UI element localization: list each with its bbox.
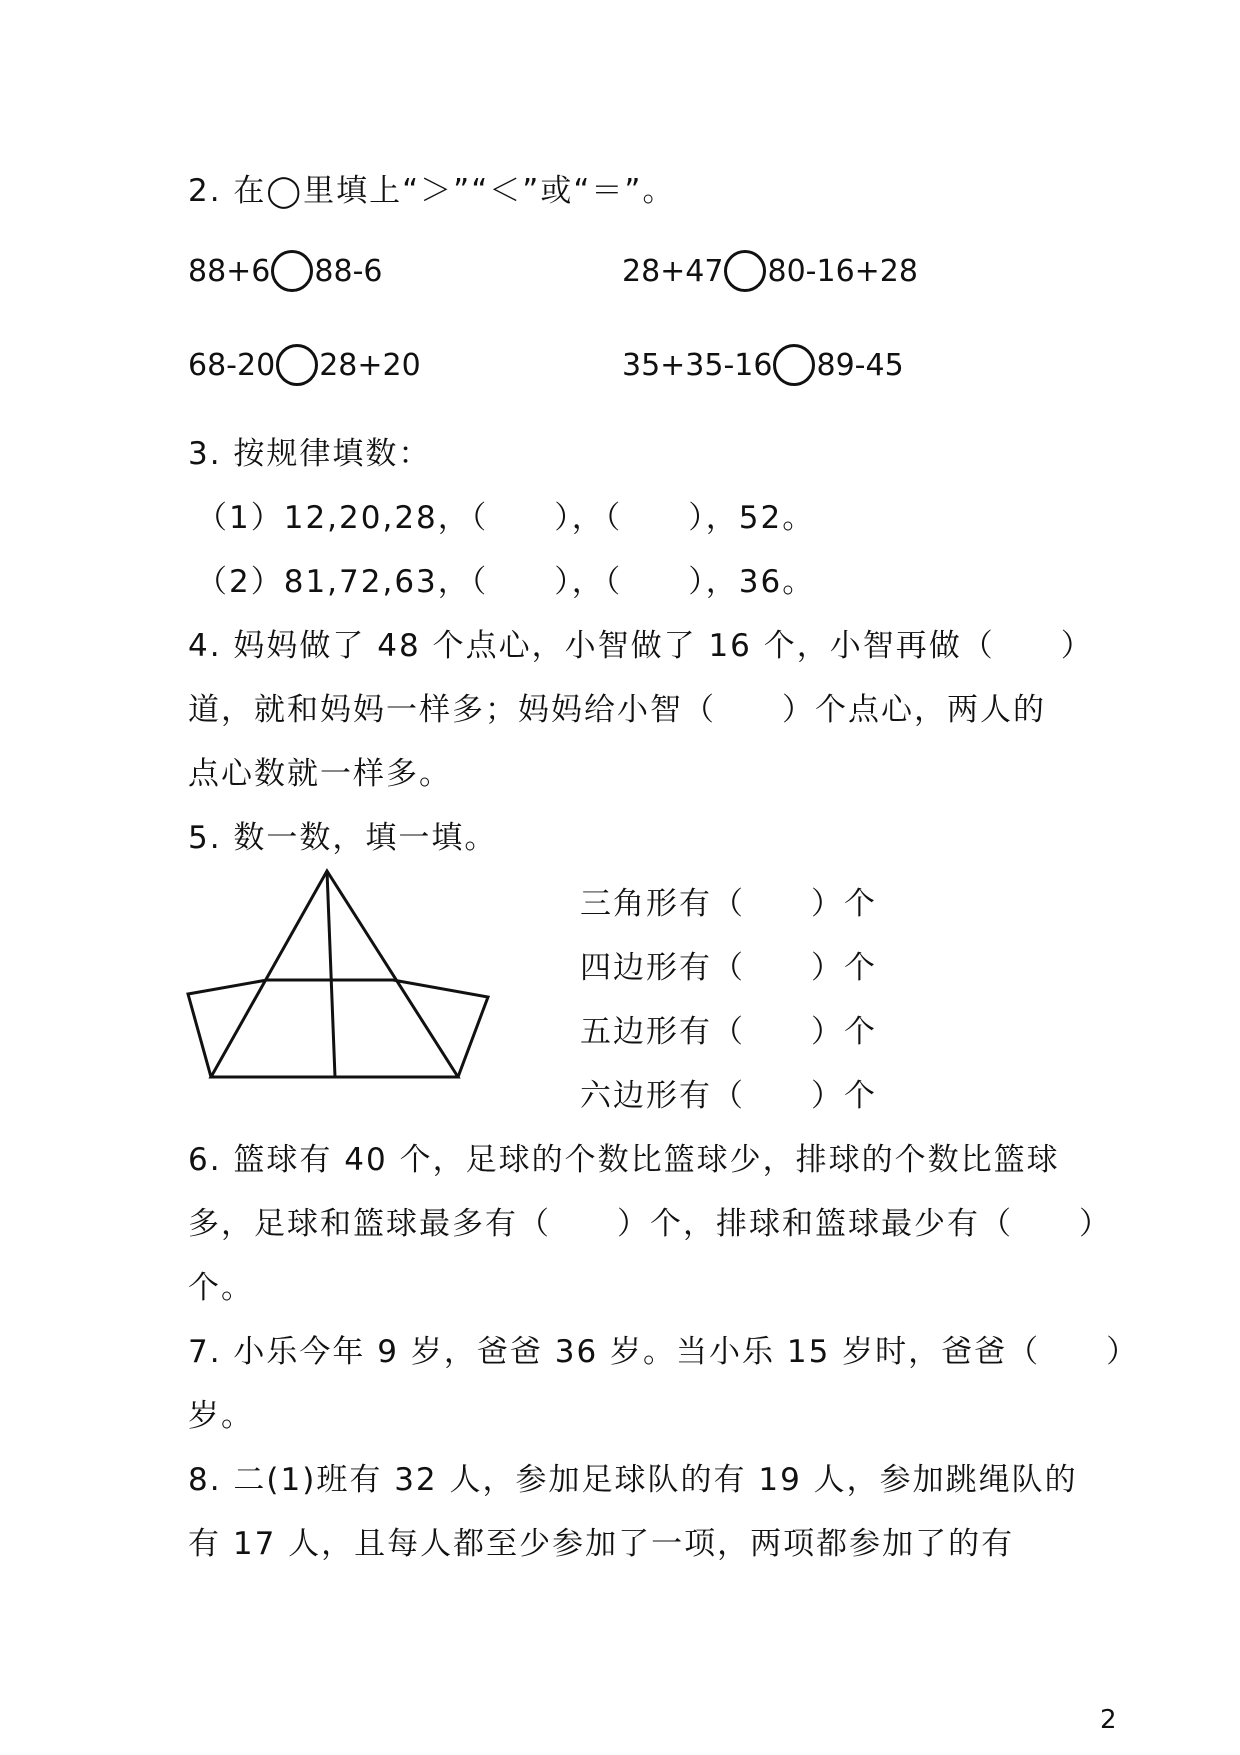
figure-center-line (327, 871, 335, 1077)
expr-right: 80-16+28 (767, 253, 918, 289)
expr-left: 28+47 (622, 253, 724, 289)
q4-line: 道，就和妈妈一样多；妈妈给小智（ ）个点心，两人的 (188, 692, 1046, 728)
expr-right: 88-6 (314, 253, 383, 289)
q5-item: 三角形有（ ）个 (580, 886, 877, 922)
compare-expression (188, 344, 421, 386)
q4-line: 4. 妈妈做了 48 个点心，小智做了 16 个，小智再做（ ） (188, 628, 1094, 664)
q3-item: （2）81,72,63，（ ），（ ），36。 (196, 564, 816, 600)
q7-line: 7. 小乐今年 9 岁，爸爸 36 岁。当小乐 15 岁时，爸爸（ ） (188, 1334, 1140, 1370)
q7-line: 岁。 (188, 1398, 254, 1434)
expr-left: 35+35-16 (622, 347, 773, 383)
q5-item: 六边形有（ ）个 (580, 1078, 877, 1114)
q2-title: 2. 在◯里填上“＞”“＜”或“＝”。 (188, 173, 676, 209)
answer-circle[interactable] (773, 344, 815, 386)
expr-left: 88+6 (188, 253, 271, 289)
expr-right: 28+20 (319, 347, 421, 383)
page-number: 2 (1100, 1705, 1117, 1735)
q8-line: 有 17 人，且每人都至少参加了一项，两项都参加了的有 (188, 1526, 1015, 1562)
answer-circle[interactable] (724, 250, 766, 292)
answer-circle[interactable] (276, 344, 318, 386)
q6-line: 个。 (188, 1270, 254, 1306)
compare-expression (622, 344, 904, 386)
q5-item: 四边形有（ ）个 (580, 950, 877, 986)
q3-title: 3. 按规律填数： (188, 436, 432, 472)
answer-circle[interactable] (271, 250, 313, 292)
q6-line: 多，足球和篮球最多有（ ）个，排球和篮球最少有（ ） (188, 1206, 1112, 1242)
expr-right: 89-45 (816, 347, 904, 383)
q3-item: （1）12,20,28，（ ），（ ），52。 (196, 500, 816, 536)
q5-item: 五边形有（ ）个 (580, 1014, 877, 1050)
compare-expression (188, 250, 383, 292)
figure-outline (188, 980, 488, 1077)
compare-expression (622, 250, 918, 292)
q6-line: 6. 篮球有 40 个，足球的个数比篮球少，排球的个数比篮球 (188, 1142, 1060, 1178)
q4-line: 点心数就一样多。 (188, 756, 452, 792)
expr-left: 68-20 (188, 347, 276, 383)
q5-title: 5. 数一数，填一填。 (188, 820, 498, 856)
geometry-figure (185, 868, 495, 1088)
q8-line: 8. 二(1)班有 32 人，参加足球队的有 19 人，参加跳绳队的 (188, 1462, 1078, 1498)
